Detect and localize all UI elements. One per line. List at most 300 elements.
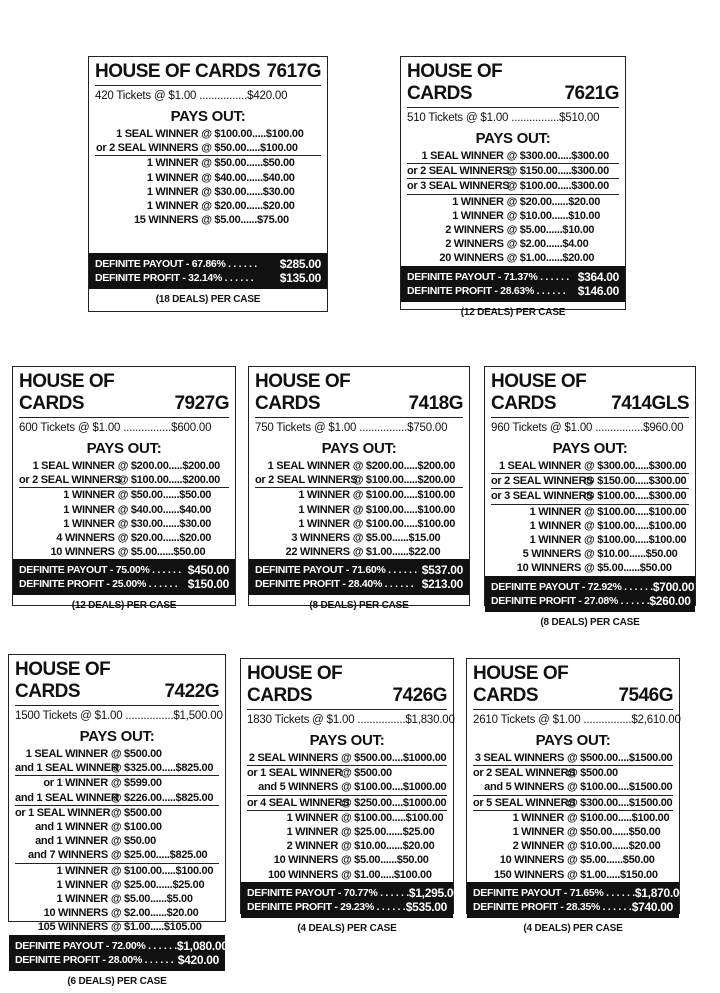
payout-row [247,839,447,853]
prize-amount: @ $5.00......$75.00 [201,214,289,227]
prize-amount: @ $100.00.....$300.00 [584,490,687,503]
form-number: 7621G [564,83,619,104]
prize-amount: @ $100.00.....$100.00 [352,517,456,530]
ticket-count: 2610 Tickets @ $1.00 ................$2,610.00 [473,714,681,726]
form-number: 7617G [266,61,321,82]
prize-amount: @ $300.00.....$300.00 [584,460,687,472]
winner-label: or 3 SEAL WINNERS [407,180,510,193]
payout-row [407,251,619,265]
profit-line [247,900,447,914]
payout-row [255,531,463,545]
ticket-card-7414gls [484,366,696,628]
game-name: HOUSE OF CARDS [407,61,503,104]
prize-amount: @ $50.00......$50.00 [201,157,295,170]
prize-amount: @ $200.00.....$200.00 [352,460,456,472]
game-name: HOUSE OF CARDS [255,371,351,414]
payout-row [95,141,321,156]
prize-amount: @ $100.00....$1000.00 [341,781,447,794]
payout-row [15,878,219,892]
winner-label: 1 SEAL WINNER [25,748,108,760]
payout-row [247,751,447,766]
payout-row [19,473,229,488]
form-number: 7546G [618,685,673,706]
prize-amount: @ $100.00.....$100.00 [201,128,304,140]
winner-label: and 7 WINNERS [28,849,108,862]
winner-label: or 1 SEAL WINNER [247,767,343,780]
winner-label: or 2 SEAL WINNERS [473,767,576,780]
profit-value: $135.00 [279,271,321,285]
winner-label: 1 SEAL WINNER [32,460,115,472]
payout-label: DEFINITE PAYOUT - 67.86% . . . . . . [95,258,257,270]
winner-label: 1 WINNER [146,185,199,198]
prize-amount: @ $100.00.....$100.00 [352,489,456,502]
card-header [401,57,625,105]
prize-amount: @ $250.00....$1000.00 [341,796,447,809]
payout-line [247,885,460,900]
winner-label: 15 WINNERS [133,214,199,227]
payout-row [491,474,689,489]
prize-amount: @ $500.00 [567,767,618,780]
winner-label: 1 WINNER [63,489,115,502]
prize-amount: @ $300.00....$1500.00 [567,796,673,809]
payout-row [95,127,321,141]
winner-label: 1 WINNER [286,811,338,824]
payout-row [407,164,619,179]
profit-line [19,577,229,591]
prize-amount: @ $500.00 [110,748,162,760]
payout-row [407,209,619,223]
payout-row [247,853,447,867]
deals-per-case: (6 DEALS) PER CASE [67,975,167,987]
payout-table [485,457,695,576]
winner-label: 3 WINNERS [291,532,350,545]
winner-label: 1 WINNER [298,489,350,502]
winner-label: 20 WINNERS [439,252,504,265]
payout-row [255,545,463,559]
card-header [241,659,453,707]
game-name: HOUSE OF CARDS [473,663,569,706]
profit-line [407,284,619,298]
payout-row [95,156,321,170]
winner-label: and 1 SEAL WINNER [15,791,119,804]
winner-label: 1 WINNER [452,195,504,208]
winner-label: 1 WINNER [512,826,564,839]
pays-out-heading: PAYS OUT: [170,108,246,125]
winner-label: or 2 SEAL WINNERS [19,474,122,487]
payout-row [15,906,219,920]
winner-label: 22 WINNERS [285,546,350,559]
prize-amount: @ $100.00.....$100.00 [584,505,687,518]
profit-label: DEFINITE PROFIT - 27.08% . . . . . . [491,594,650,607]
winner-label: 2 SEAL WINNERS [248,752,338,764]
payout-label: DEFINITE PAYOUT - 75.00% . . . . . . [19,564,181,577]
payout-row [19,459,229,473]
card-header [13,367,235,415]
payout-row [95,213,321,227]
winner-label: 1 WINNER [63,503,115,516]
form-number: 7426G [392,685,447,706]
totals-band [241,882,460,918]
prize-amount: @ $500.00 [341,767,392,780]
payout-table [89,125,327,253]
payout-row [19,545,229,559]
profit-value: $535.00 [405,899,447,914]
prize-amount: @ $10.00......$10.00 [506,209,601,222]
ticket-card-7546g [466,658,686,934]
winner-label: or 1 SEAL WINNER [15,806,111,819]
ticket-card-7617g [88,56,328,312]
profit-label: DEFINITE PROFIT - 25.00% . . . . . . [19,578,178,591]
winner-label: 10 WINNERS [50,546,115,559]
profit-value: $740.00 [631,899,673,914]
payout-row [95,199,321,213]
payout-row [247,811,447,825]
winner-label: or 2 SEAL WINNERS [491,475,594,488]
prize-amount: @ $100.00.....$100.00 [352,503,456,516]
winner-label: 1 WINNER [512,811,564,824]
profit-label: DEFINITE PROFIT - 28.63% . . . . . . [407,284,566,297]
pays-out-heading: PAYS OUT: [79,728,155,745]
payout-row [19,503,229,517]
payout-row [95,171,321,185]
payout-row [407,195,619,209]
ticket-card-7927g [12,366,236,612]
payout-value: $700.00 [652,579,695,594]
winner-label: or 5 SEAL WINNERS [473,796,576,809]
deals-per-case: (4 DEALS) PER CASE [297,922,397,934]
winner-label: 2 WINNERS [445,238,504,251]
winner-label: or 3 SEAL WINNERS [491,490,594,503]
prize-amount: @ $100.00....$1500.00 [567,781,673,794]
payout-row [15,864,219,878]
winner-label: and 1 SEAL WINNER [15,762,119,775]
pays-out-heading: PAYS OUT: [535,732,611,749]
pays-out-heading: PAYS OUT: [552,440,628,457]
prize-amount: @ $1.00.....$100.00 [341,868,432,881]
prize-amount: @ $5.00......$5.00 [110,893,193,906]
prize-amount: @ $5.00......$10.00 [506,224,595,237]
winner-label: 10 WINNERS [43,907,108,920]
ticket-card-7418g [248,366,470,612]
winner-label: 1 WINNER [56,878,108,891]
payout-table [241,749,453,882]
payout-row [15,920,219,934]
ticket-card-7621g [400,56,626,318]
ticket-card-7426g [240,658,460,934]
payout-row [247,766,447,780]
deals-per-case: (12 DEALS) PER CASE [71,600,177,612]
winner-label: and 5 WINNERS [484,781,564,794]
winner-label: 1 WINNER [286,826,338,839]
totals-band [467,882,686,918]
payout-row [19,531,229,545]
payout-table [467,749,679,882]
winner-label: 1 SEAL WINNER [498,460,582,472]
payout-table [249,457,469,559]
payout-row [15,747,219,761]
profit-line [473,900,673,914]
winner-label: 1 SEAL WINNER [267,460,350,472]
prize-amount: @ $2.00......$20.00 [110,907,199,920]
profit-label: DEFINITE PROFIT - 32.14% . . . . . . [95,272,254,284]
prize-amount: @ $100.00.....$200.00 [352,474,456,487]
prize-amount: @ $5.00......$15.00 [352,532,441,545]
winner-label: 2 WINNER [512,840,564,853]
winner-label: 4 WINNERS [56,532,115,545]
payout-table [13,457,235,559]
payout-row [473,811,673,825]
payout-label: DEFINITE PAYOUT - 71.65% . . . . . . [473,886,635,899]
pays-out-heading: PAYS OUT: [86,440,162,457]
payout-value: $285.00 [279,257,321,271]
profit-line [491,594,689,608]
prize-amount: @ $20.00......$20.00 [201,200,295,213]
payout-row [407,223,619,237]
payout-row [407,179,619,194]
card-header [89,57,327,83]
payout-row [19,488,229,502]
payout-label: DEFINITE PAYOUT - 72.92% . . . . . . [491,580,653,593]
profit-value: $420.00 [177,952,219,967]
ticket-count: 960 Tickets @ $1.00 ................$960.00 [491,422,684,434]
winner-label: 1 SEAL WINNER [421,150,504,162]
payout-row [491,561,689,575]
deals-per-case: (4 DEALS) PER CASE [523,922,623,934]
form-number: 7927G [174,393,229,414]
payout-line [15,938,228,953]
payout-row [473,796,673,811]
prize-amount: @ $100.00.....$300.00 [506,180,609,193]
game-name: HOUSE OF CARDS [15,659,111,702]
winner-label: or 2 SEAL WINNERS [255,474,358,487]
prize-amount: @ $500.00....$1500.00 [567,752,673,764]
form-number: 7422G [164,681,219,702]
game-name: HOUSE OF CARDS [19,371,115,414]
prize-amount: @ $100.00 [110,821,162,834]
winner-label: and 1 WINNER [35,835,108,848]
ticket-count: 1500 Tickets @ $1.00 ................$1,500.00 [15,710,223,722]
payout-line [255,563,463,577]
totals-band [249,559,469,595]
winner-label: 10 WINNERS [499,854,564,867]
winner-label: 10 WINNERS [273,854,338,867]
payout-row [473,868,673,882]
prize-amount: @ $5.00......$50.00 [584,562,672,575]
deals-per-case: (18 DEALS) PER CASE [155,294,261,305]
ticket-count: 510 Tickets @ $1.00 ................$510.00 [407,112,600,124]
prize-amount: @ $2.00......$4.00 [506,238,589,251]
prize-amount: @ $100.00.....$100.00 [110,864,214,877]
payout-row [491,489,689,504]
payout-row [247,780,447,795]
payout-row [15,806,219,820]
ticket-count: 1830 Tickets @ $1.00 ................$1,830.00 [247,714,455,726]
prize-amount: @ $500.00....$1000.00 [341,752,447,764]
winner-label: 1 WINNER [56,864,108,877]
prize-amount: @ $1.00......$20.00 [506,252,595,265]
prize-amount: @ $25.00......$25.00 [341,826,435,839]
totals-band [485,576,695,612]
winner-label: 2 WINNERS [445,224,504,237]
payout-value: $364.00 [577,269,619,284]
payout-row [255,517,463,531]
prize-amount: @ $50.00......$50.00 [117,489,212,502]
payout-row [247,825,447,839]
prize-amount: @ $50.00......$50.00 [567,826,661,839]
prize-amount: @ $25.00......$25.00 [110,878,205,891]
payout-row [491,459,689,474]
payout-row [255,459,463,473]
payout-value: $1,870.00 [634,885,686,900]
prize-amount: @ $599.00 [110,777,162,790]
prize-amount: @ $10.00......$20.00 [341,840,435,853]
profit-value: $146.00 [577,283,619,298]
prize-amount: @ $100.00.....$100.00 [567,811,670,824]
card-header [467,659,679,707]
winner-label: 1 WINNER [146,157,199,170]
payout-value: $1,080.00 [176,938,228,953]
prize-amount: @ $1.00.....$150.00 [567,868,658,881]
payout-row [473,751,673,766]
payout-row [473,766,673,780]
winner-label: 105 WINNERS [37,921,108,934]
deals-per-case: (8 DEALS) PER CASE [309,600,409,612]
prize-amount: @ $20.00......$20.00 [506,195,601,208]
payout-row [473,853,673,867]
pays-out-heading: PAYS OUT: [309,732,385,749]
winner-label: and 5 WINNERS [258,781,338,794]
payout-row [473,839,673,853]
profit-label: DEFINITE PROFIT - 28.40% . . . . . . [255,578,414,591]
winner-label: 100 WINNERS [267,868,338,881]
payout-row [473,780,673,795]
game-name: HOUSE OF CARDS [491,371,587,414]
payout-row [255,503,463,517]
totals-band [401,266,625,302]
winner-label: 1 WINNER [529,505,582,518]
prize-amount: @ $150.00.....$300.00 [506,165,609,178]
payout-row [247,868,447,882]
payout-table [401,147,625,266]
payout-line [491,579,695,594]
payout-row [255,488,463,502]
winner-label: or 2 SEAL WINNERS [407,165,510,178]
payout-row [15,820,219,834]
card-header [9,655,225,703]
winner-label: 1 WINNER [529,519,582,532]
prize-amount: @ $10.00......$50.00 [584,548,678,561]
form-number: 7414GLS [611,393,689,414]
payout-row [19,517,229,531]
game-name: HOUSE OF CARDS [247,663,343,706]
prize-amount: @ $325.00.....$825.00 [110,762,214,775]
profit-label: DEFINITE PROFIT - 28.35% . . . . . . [473,900,632,913]
payout-row [491,547,689,561]
payout-table [9,745,225,935]
winner-label: 150 WINNERS [493,868,564,881]
winner-label: 2 WINNER [286,840,338,853]
prize-amount: @ $50.00 [110,835,156,848]
payout-value: $537.00 [421,563,463,578]
payout-line [95,257,321,271]
payout-value: $450.00 [187,563,229,578]
payout-row [255,473,463,488]
payout-row [15,776,219,790]
payout-line [407,270,619,284]
deals-per-case: (8 DEALS) PER CASE [540,616,640,628]
deals-per-case: (12 DEALS) PER CASE [460,306,566,318]
payout-row [15,892,219,906]
prize-amount: @ $25.00.....$825.00 [110,849,208,862]
prize-amount: @ $100.00.....$100.00 [584,534,687,547]
winner-label: 1 SEAL WINNER [116,128,199,140]
card-header [249,367,469,415]
prize-amount: @ $100.00.....$100.00 [341,811,444,824]
payout-value: $1,295.00 [408,885,460,900]
prize-amount: @ $30.00......$30.00 [117,517,212,530]
payout-row [491,505,689,519]
winner-label: 5 WINNERS [522,548,582,561]
prize-amount: @ $40.00......$40.00 [117,503,212,516]
profit-value: $213.00 [421,577,463,592]
profit-line [15,953,219,967]
prize-amount: @ $10.00......$20.00 [567,840,661,853]
prize-amount: @ $1.00......$22.00 [352,546,441,559]
prize-amount: @ $40.00......$40.00 [201,171,295,184]
prize-amount: @ $100.00.....$200.00 [117,474,220,487]
prize-amount: @ $20.00......$20.00 [117,532,212,545]
profit-label: DEFINITE PROFIT - 28.00% . . . . . . [15,953,174,966]
pays-out-heading: PAYS OUT: [475,130,551,147]
profit-line [255,577,463,591]
profit-value: $150.00 [187,577,229,592]
winner-label: 1 WINNER [56,893,108,906]
winner-label: 3 SEAL WINNERS [474,752,564,764]
prize-amount: @ $100.00.....$100.00 [584,519,687,532]
prize-amount: @ $226.00.....$825.00 [110,791,214,804]
prize-amount: @ $150.00.....$300.00 [584,475,687,488]
payout-row [491,519,689,533]
payout-row [15,848,219,863]
payout-row [473,825,673,839]
winner-label: 10 WINNERS [516,562,582,575]
prize-amount: @ $500.00 [110,806,162,819]
prize-amount: @ $200.00.....$200.00 [117,460,220,472]
payout-row [15,761,219,776]
prize-amount: @ $5.00......$50.00 [567,854,655,867]
winner-label: or 4 SEAL WINNERS [247,796,350,809]
ticket-count: 600 Tickets @ $1.00 ................$600.00 [19,422,212,434]
form-number: 7418G [408,393,463,414]
winner-label: 1 WINNER [298,517,350,530]
totals-band [13,559,235,595]
prize-amount: @ $300.00.....$300.00 [506,150,609,162]
payout-row [407,237,619,251]
profit-label: DEFINITE PROFIT - 29.23% . . . . . . [247,900,406,913]
winner-label: 1 WINNER [529,534,582,547]
payout-row [15,834,219,848]
totals-band [89,253,327,289]
winner-label: 1 WINNER [146,171,199,184]
payout-row [247,796,447,811]
payout-row [95,185,321,199]
payout-row [407,149,619,164]
payout-line [19,563,229,577]
prize-amount: @ $30.00......$30.00 [201,185,295,198]
payout-label: DEFINITE PAYOUT - 70.77% . . . . . . [247,886,409,899]
profit-value: $260.00 [649,593,691,608]
prize-amount: @ $5.00......$50.00 [117,546,206,559]
